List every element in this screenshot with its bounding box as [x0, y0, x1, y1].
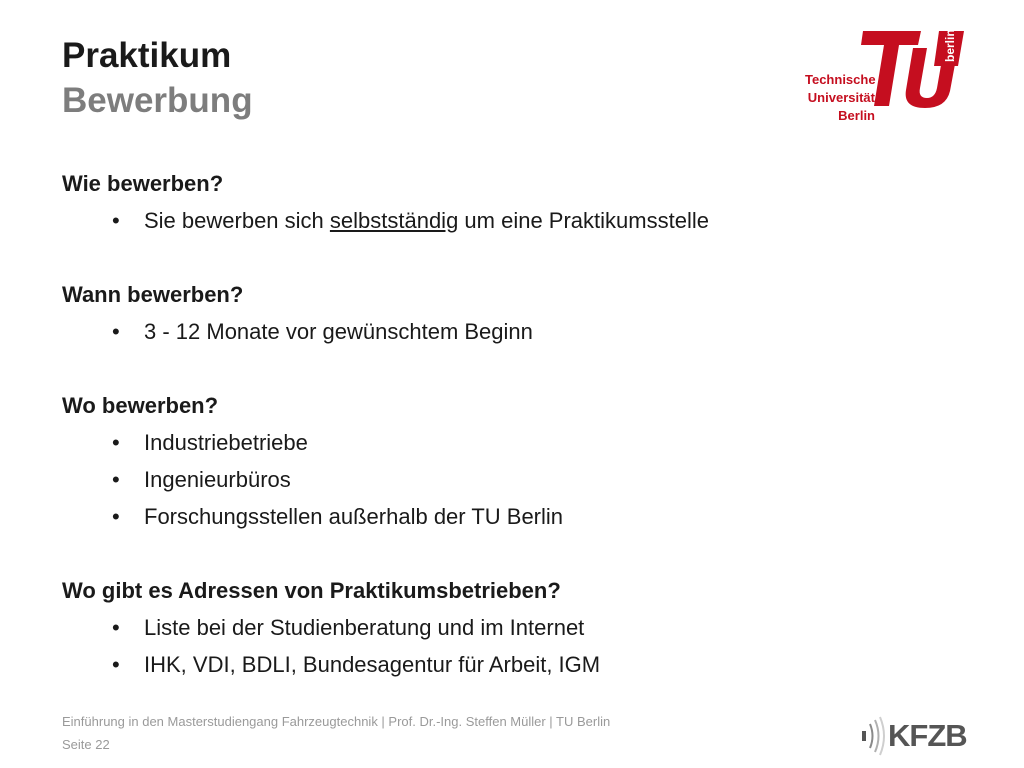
section-heading: Wie bewerben?	[62, 171, 224, 196]
bullet-text-after: um eine Praktikumsstelle	[458, 208, 709, 233]
bullet-text: 3 - 12 Monate vor gewünschtem Beginn	[144, 319, 533, 344]
bullet-dot: •	[112, 430, 120, 455]
bullet-item	[62, 202, 962, 239]
section-heading: Wo gibt es Adressen von Praktikumsbetrieben?	[62, 578, 561, 603]
bullet-dot: •	[112, 208, 120, 233]
section-heading: Wann bewerben?	[62, 282, 244, 307]
kfzb-logo	[858, 716, 968, 756]
slide-subtitle: Bewerbung	[62, 81, 253, 120]
section-when	[62, 276, 962, 350]
bullet-item	[62, 609, 962, 646]
bullet-dot: •	[112, 467, 120, 492]
section-how	[62, 165, 962, 239]
logo-line-2: Universität	[807, 90, 875, 105]
slide-content	[62, 165, 962, 683]
logo-mark-text: berlin	[943, 29, 957, 62]
section-where	[62, 387, 962, 535]
logo-line-3: Berlin	[838, 108, 875, 123]
bullet-text-before: Sie bewerben sich	[144, 208, 330, 233]
section-heading: Wo bewerben?	[62, 393, 219, 418]
bullet-item	[62, 424, 962, 461]
bullet-text: Forschungsstellen außerhalb der TU Berlin	[144, 504, 564, 529]
section-addresses	[62, 572, 962, 683]
tu-berlin-logo	[805, 28, 975, 123]
bullet-dot: •	[112, 504, 120, 529]
bullet-text: Industriebetriebe	[144, 430, 308, 455]
bullet-item	[62, 461, 962, 498]
tu-logo-mark-icon	[861, 28, 971, 110]
bullet-text: Liste bei der Studienberatung und im Internet	[144, 615, 585, 640]
bullet-dot: •	[112, 319, 120, 344]
kfzb-wordmark: KFZB	[888, 718, 967, 753]
bullet-item	[62, 313, 962, 350]
bullet-dot: •	[112, 652, 120, 677]
slide-title: Praktikum	[62, 36, 232, 75]
bullet-item	[62, 498, 962, 535]
logo-line-1: Technische	[805, 72, 876, 87]
sound-waves-icon	[858, 716, 888, 756]
bullet-text-underlined: selbstständig	[329, 208, 459, 233]
page-number: Seite 22	[62, 737, 110, 752]
bullet-text: IHK, VDI, BDLI, Bundesagentur für Arbeit, IGM	[144, 652, 601, 677]
footer-text: Einführung in den Masterstudiengang Fahrzeugtechnik | Prof. Dr.-Ing. Steffen Müller | TU Berlin	[62, 714, 611, 729]
bullet-text: Ingenieurbüros	[144, 467, 291, 492]
bullet-item	[62, 646, 962, 683]
bullet-dot: •	[112, 615, 120, 640]
